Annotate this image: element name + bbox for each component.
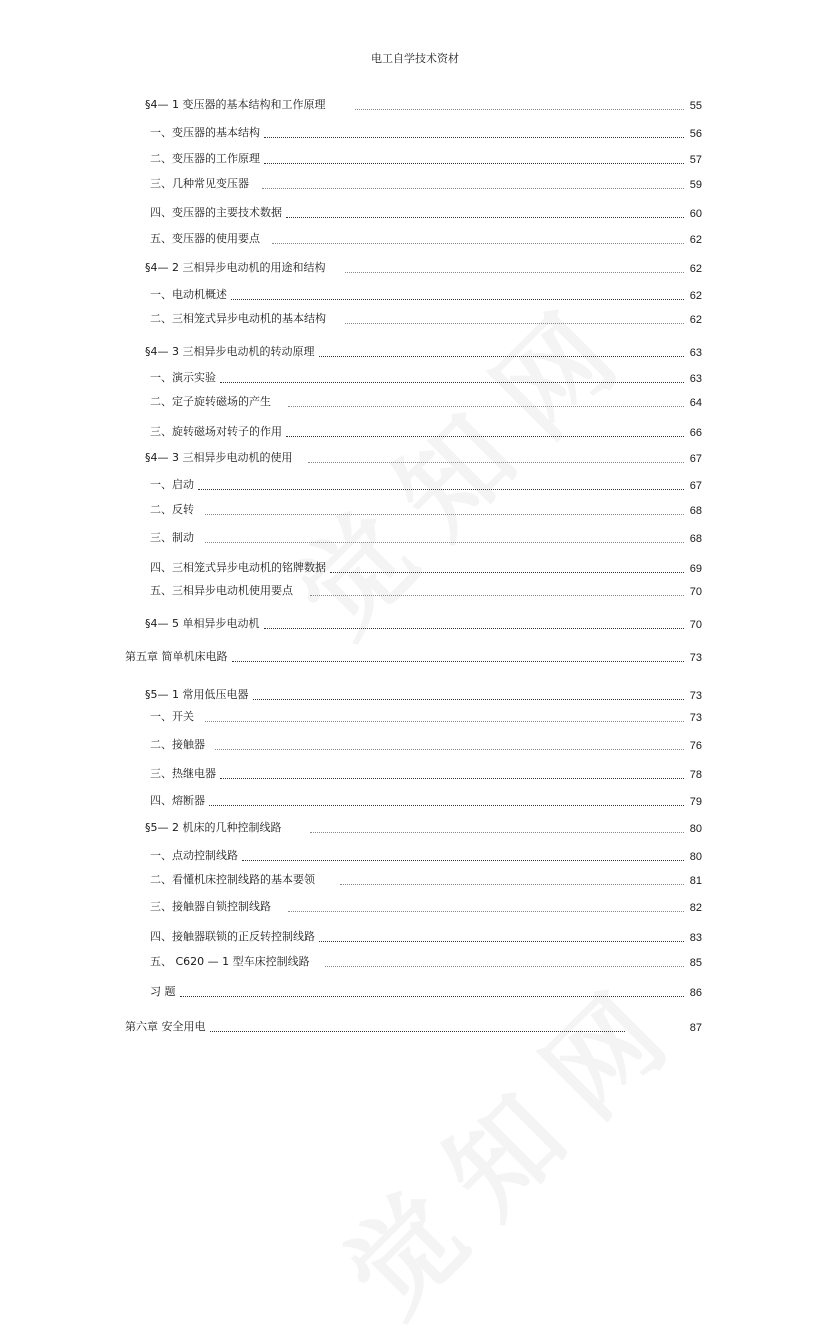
toc-leader-dots	[264, 628, 685, 629]
toc-page-number: 60	[689, 208, 702, 220]
toc-page-number: 63	[689, 347, 702, 359]
toc-leader-dots	[180, 996, 685, 997]
toc-entry-title: §4— 3 三相异步电动机的转动原理	[145, 345, 315, 358]
toc-page-number: 62	[689, 234, 702, 246]
toc-entry-title: 一、变压器的基本结构	[150, 126, 260, 139]
toc-entry-title: 二、变压器的工作原理	[150, 152, 260, 165]
toc-row[interactable]	[0, 286, 830, 304]
toc-row[interactable]	[0, 686, 830, 704]
page-header: 电工自学技术资材	[371, 52, 459, 65]
toc-entry-title: 二、三相笼式异步电动机的基本结构	[150, 312, 326, 325]
toc-leader-dots	[345, 272, 684, 273]
toc-row[interactable]	[0, 953, 830, 971]
toc-row[interactable]	[0, 559, 830, 577]
toc-entry-title: 二、接触器	[150, 738, 205, 751]
toc-page-number: 79	[689, 796, 702, 808]
toc-entry-title: §4— 3 三相异步电动机的使用	[145, 451, 293, 464]
toc-leader-dots	[220, 778, 684, 779]
toc-page-number: 62	[689, 314, 702, 326]
toc-page-number: 67	[689, 480, 702, 492]
toc-page-number: 70	[689, 619, 702, 631]
toc-leader-dots	[355, 109, 684, 110]
toc-entry-title: 第六章 安全用电	[125, 1020, 206, 1033]
toc-page-number: 69	[689, 563, 702, 575]
toc-row[interactable]	[0, 310, 830, 328]
toc-leader-dots	[319, 941, 684, 942]
toc-page-number: 80	[689, 823, 702, 835]
toc-page-number: 80	[689, 851, 702, 863]
toc-leader-dots	[205, 514, 684, 515]
toc-page-number: 57	[689, 154, 702, 166]
toc-row[interactable]	[0, 898, 830, 916]
toc-leader-dots	[264, 137, 684, 138]
toc-entry-title: §5— 1 常用低压电器	[145, 688, 249, 701]
toc-leader-dots	[310, 595, 684, 596]
toc-row[interactable]	[0, 765, 830, 783]
toc-leader-dots	[205, 721, 684, 722]
toc-entry-title: 四、接触器联锁的正反转控制线路	[150, 930, 315, 943]
toc-entry-title: 三、几种常见变压器	[150, 177, 249, 190]
toc-row[interactable]	[0, 501, 830, 519]
toc-row[interactable]	[0, 343, 830, 361]
toc-row[interactable]	[0, 582, 830, 600]
toc-entry-title: 四、三相笼式异步电动机的铭牌数据	[150, 561, 326, 574]
toc-row[interactable]	[0, 1018, 830, 1036]
toc-page-number: 63	[689, 373, 702, 385]
toc-entry-title: 四、熔断器	[150, 794, 205, 807]
toc-page-number: 73	[689, 652, 702, 664]
toc-row[interactable]	[0, 476, 830, 494]
toc-row[interactable]	[0, 259, 830, 277]
toc-entry-title: 三、接触器自锁控制线路	[150, 900, 271, 913]
toc-row[interactable]	[0, 983, 830, 1001]
toc-row[interactable]	[0, 529, 830, 547]
toc-page-number: 64	[689, 397, 702, 409]
toc-row[interactable]	[0, 124, 830, 142]
toc-row[interactable]	[0, 871, 830, 889]
toc-entry-title: 四、变压器的主要技术数据	[150, 206, 282, 219]
toc-row[interactable]	[0, 423, 830, 441]
toc-row[interactable]	[0, 648, 830, 666]
toc-entry-title: 一、启动	[150, 478, 194, 491]
toc-row[interactable]	[0, 708, 830, 726]
toc-leader-dots	[345, 323, 684, 324]
toc-leader-dots	[232, 661, 685, 662]
toc-row[interactable]	[0, 847, 830, 865]
toc-page-number: 62	[689, 290, 702, 302]
toc-leader-dots	[253, 699, 685, 700]
toc-entry-title: 一、电动机概述	[150, 288, 227, 301]
toc-leader-dots	[242, 860, 684, 861]
toc-page-number: 85	[689, 957, 702, 969]
toc-leader-dots	[231, 299, 684, 300]
toc-entry-title: 一、开关	[150, 710, 194, 723]
toc-page-number: 68	[689, 533, 702, 545]
toc-leader-dots	[319, 356, 685, 357]
toc-page-number: 68	[689, 505, 702, 517]
toc-page-number: 81	[689, 875, 702, 887]
toc-page-number: 55	[689, 100, 702, 112]
toc-entry-title: 第五章 简单机床电路	[125, 650, 228, 663]
toc-row[interactable]	[0, 819, 830, 837]
toc-entry-title: §4— 1 变压器的基本结构和工作原理	[145, 98, 326, 111]
toc-row[interactable]	[0, 393, 830, 411]
toc-page-number: 83	[689, 932, 702, 944]
toc-entry-title: §4— 5 单相异步电动机	[145, 617, 260, 630]
toc-row[interactable]	[0, 96, 830, 114]
toc-page-number: 86	[689, 987, 702, 999]
toc-page-number: 78	[689, 769, 702, 781]
toc-leader-dots	[288, 911, 684, 912]
toc-entry-title: 二、反转	[150, 503, 194, 516]
toc-leader-dots	[210, 1031, 626, 1032]
toc-entry-title: 三、制动	[150, 531, 194, 544]
toc-entry-title: 三、旋转磁场对转子的作用	[150, 425, 282, 438]
toc-entry-title: 五、 C620 — 1 型车床控制线路	[150, 955, 310, 968]
toc-leader-dots	[264, 163, 684, 164]
toc-row[interactable]	[0, 615, 830, 633]
toc-leader-dots	[198, 489, 684, 490]
toc-entry-title: 一、演示实验	[150, 371, 216, 384]
toc-row[interactable]	[0, 230, 830, 248]
toc-page-number: 82	[689, 902, 702, 914]
toc-leader-dots	[340, 884, 684, 885]
toc-row[interactable]	[0, 175, 830, 193]
toc-leader-dots	[288, 406, 684, 407]
toc-page-number: 73	[689, 712, 702, 724]
toc-row[interactable]	[0, 369, 830, 387]
toc-entry-title: §5— 2 机床的几种控制线路	[145, 821, 282, 834]
toc-leader-dots	[209, 805, 684, 806]
toc-leader-dots	[330, 572, 684, 573]
toc-row[interactable]	[0, 928, 830, 946]
toc-page-number: 67	[689, 453, 702, 465]
toc-entry-title: 三、热继电器	[150, 767, 216, 780]
toc-page-number: 62	[689, 263, 702, 275]
toc-leader-dots	[310, 832, 684, 833]
toc-entry-title: 二、看懂机床控制线路的基本要领	[150, 873, 315, 886]
toc-entry-title: 习 题	[150, 985, 176, 998]
toc-leader-dots	[215, 749, 684, 750]
toc-page-number: 76	[689, 740, 702, 752]
toc-leader-dots	[286, 436, 684, 437]
toc-row[interactable]	[0, 204, 830, 222]
toc-leader-dots	[220, 382, 684, 383]
toc-page-number: 59	[689, 179, 702, 191]
toc-leader-dots	[262, 188, 684, 189]
toc-page-number: 87	[689, 1022, 702, 1034]
toc-leader-dots	[205, 542, 684, 543]
toc-entry-title: 五、变压器的使用要点	[150, 232, 260, 245]
toc-row[interactable]	[0, 150, 830, 168]
toc-row[interactable]	[0, 449, 830, 467]
toc-leader-dots	[308, 462, 684, 463]
toc-entry-title: 二、定子旋转磁场的产生	[150, 395, 271, 408]
toc-row[interactable]	[0, 792, 830, 810]
toc-entry-title: §4— 2 三相异步电动机的用途和结构	[145, 261, 326, 274]
toc-leader-dots	[272, 243, 684, 244]
toc-entry-title: 五、三相异步电动机使用要点	[150, 584, 293, 597]
toc-page-number: 73	[689, 690, 702, 702]
toc-entry-title: 一、点动控制线路	[150, 849, 238, 862]
toc-page-number: 66	[689, 427, 702, 439]
toc-leader-dots	[325, 966, 684, 967]
toc-leader-dots	[286, 217, 684, 218]
toc-row[interactable]	[0, 736, 830, 754]
toc-page-number: 56	[689, 128, 702, 140]
toc-page-number: 70	[689, 586, 702, 598]
